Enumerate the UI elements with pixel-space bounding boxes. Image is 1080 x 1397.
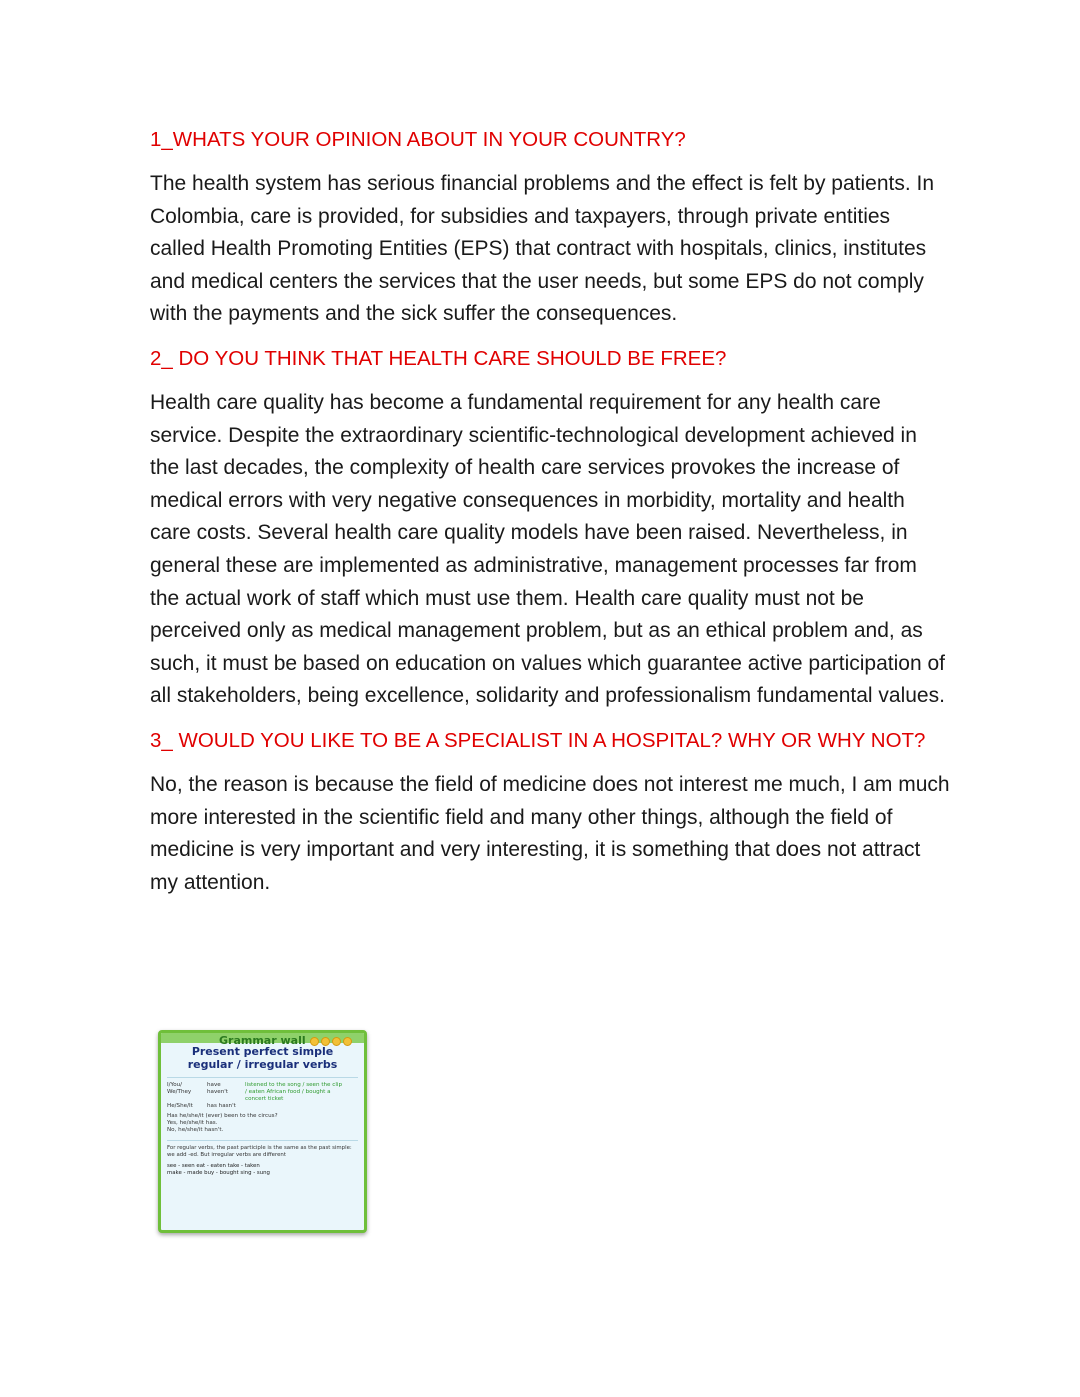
question-row: Has he/she/it (ever) been to the circus? xyxy=(167,1113,278,1119)
no-answer: No, he/she/it hasn't. xyxy=(167,1127,224,1133)
divider xyxy=(167,1140,358,1141)
question-3-heading: 3_ WOULD YOU LIKE TO BE A SPECIALIST IN A HOSPITAL? WHY OR WHY NOT? xyxy=(150,728,926,752)
answer-3-paragraph: No, the reason is because the field of medicine does not interest me much, I am much more interested in the scientific field and many other things, although the field of medicine is very important and very interesting, it is something that does not attract my attention. xyxy=(150,772,950,894)
grammar-objects: listened to the song / seen the clip / eaten African food / bought a concert ticket xyxy=(245,1082,343,1102)
question-2-heading: 2_ DO YOU THINK THAT HEALTH CARE SHOULD BE FREE? xyxy=(150,346,727,370)
smiley-icon xyxy=(343,1037,352,1046)
grammar-card-title: Grammar wall xyxy=(219,1034,306,1047)
grammar-card-title-row xyxy=(219,1035,352,1047)
verb-pairs-2: make - made buy - bought sing - sung xyxy=(167,1170,270,1176)
grammar-table xyxy=(167,1082,358,1134)
verb-pairs-1: see - seen eat - eaten take - taken xyxy=(167,1163,260,1169)
row2-aux: has hasn't xyxy=(207,1103,236,1109)
smiley-icon xyxy=(332,1037,341,1046)
row2-subject: He/She/It xyxy=(167,1103,193,1109)
row1-subject: I/You/ We/They xyxy=(167,1082,192,1095)
grammar-card-subtitle-1: Present perfect simple xyxy=(191,1045,334,1058)
divider xyxy=(167,1077,358,1078)
answer-1-paragraph: The health system has serious financial problems and the effect is felt by patients. In Colombia, care is provided, for subsidies and taxpayers, through private entities called Health Promoting Entities (EPS) that contract with hospitals, clinics, institutes and medical centers the services that the user needs, but some EPS do not comply with the payments and the sick suffer the consequences. xyxy=(150,172,935,326)
smiley-icons xyxy=(310,1037,352,1046)
grammar-wall-image xyxy=(158,1030,367,1233)
question-1-heading: 1_WHATS YOUR OPINION ABOUT IN YOUR COUNTRY? xyxy=(150,128,686,151)
answer-2-paragraph: Health care quality has become a fundamental requirement for any health care service. Despite the extraordinary scientific-technological development achieved in the last decades, the complexity of health care services provokes the increase of medical errors with very negative consequences in morbidity, mortality and health care costs. Several health care quality models have been raised. Nevertheless, in general these are implemented as administrative, management processes far from the actual work of staff which must use them. Health care quality must not be perceived only as medical management problem, but as an ethical problem and, as such, it must be based on education on values which guarantee active participation of all stakeholders, being excellence, solidarity and professionalism fundamental values. xyxy=(150,390,945,708)
grammar-card-subtitle-2: regular / irregular verbs xyxy=(187,1058,338,1071)
document-content xyxy=(150,124,950,911)
yes-answer: Yes, he/she/it has. xyxy=(167,1120,218,1126)
grammar-note: For regular verbs, the past participle is the same as the past simple: we add -ed. But irregular verbs are different xyxy=(167,1145,352,1158)
row1-aux: have haven't xyxy=(207,1082,229,1095)
smiley-icon xyxy=(310,1037,319,1046)
smiley-icon xyxy=(321,1037,330,1046)
